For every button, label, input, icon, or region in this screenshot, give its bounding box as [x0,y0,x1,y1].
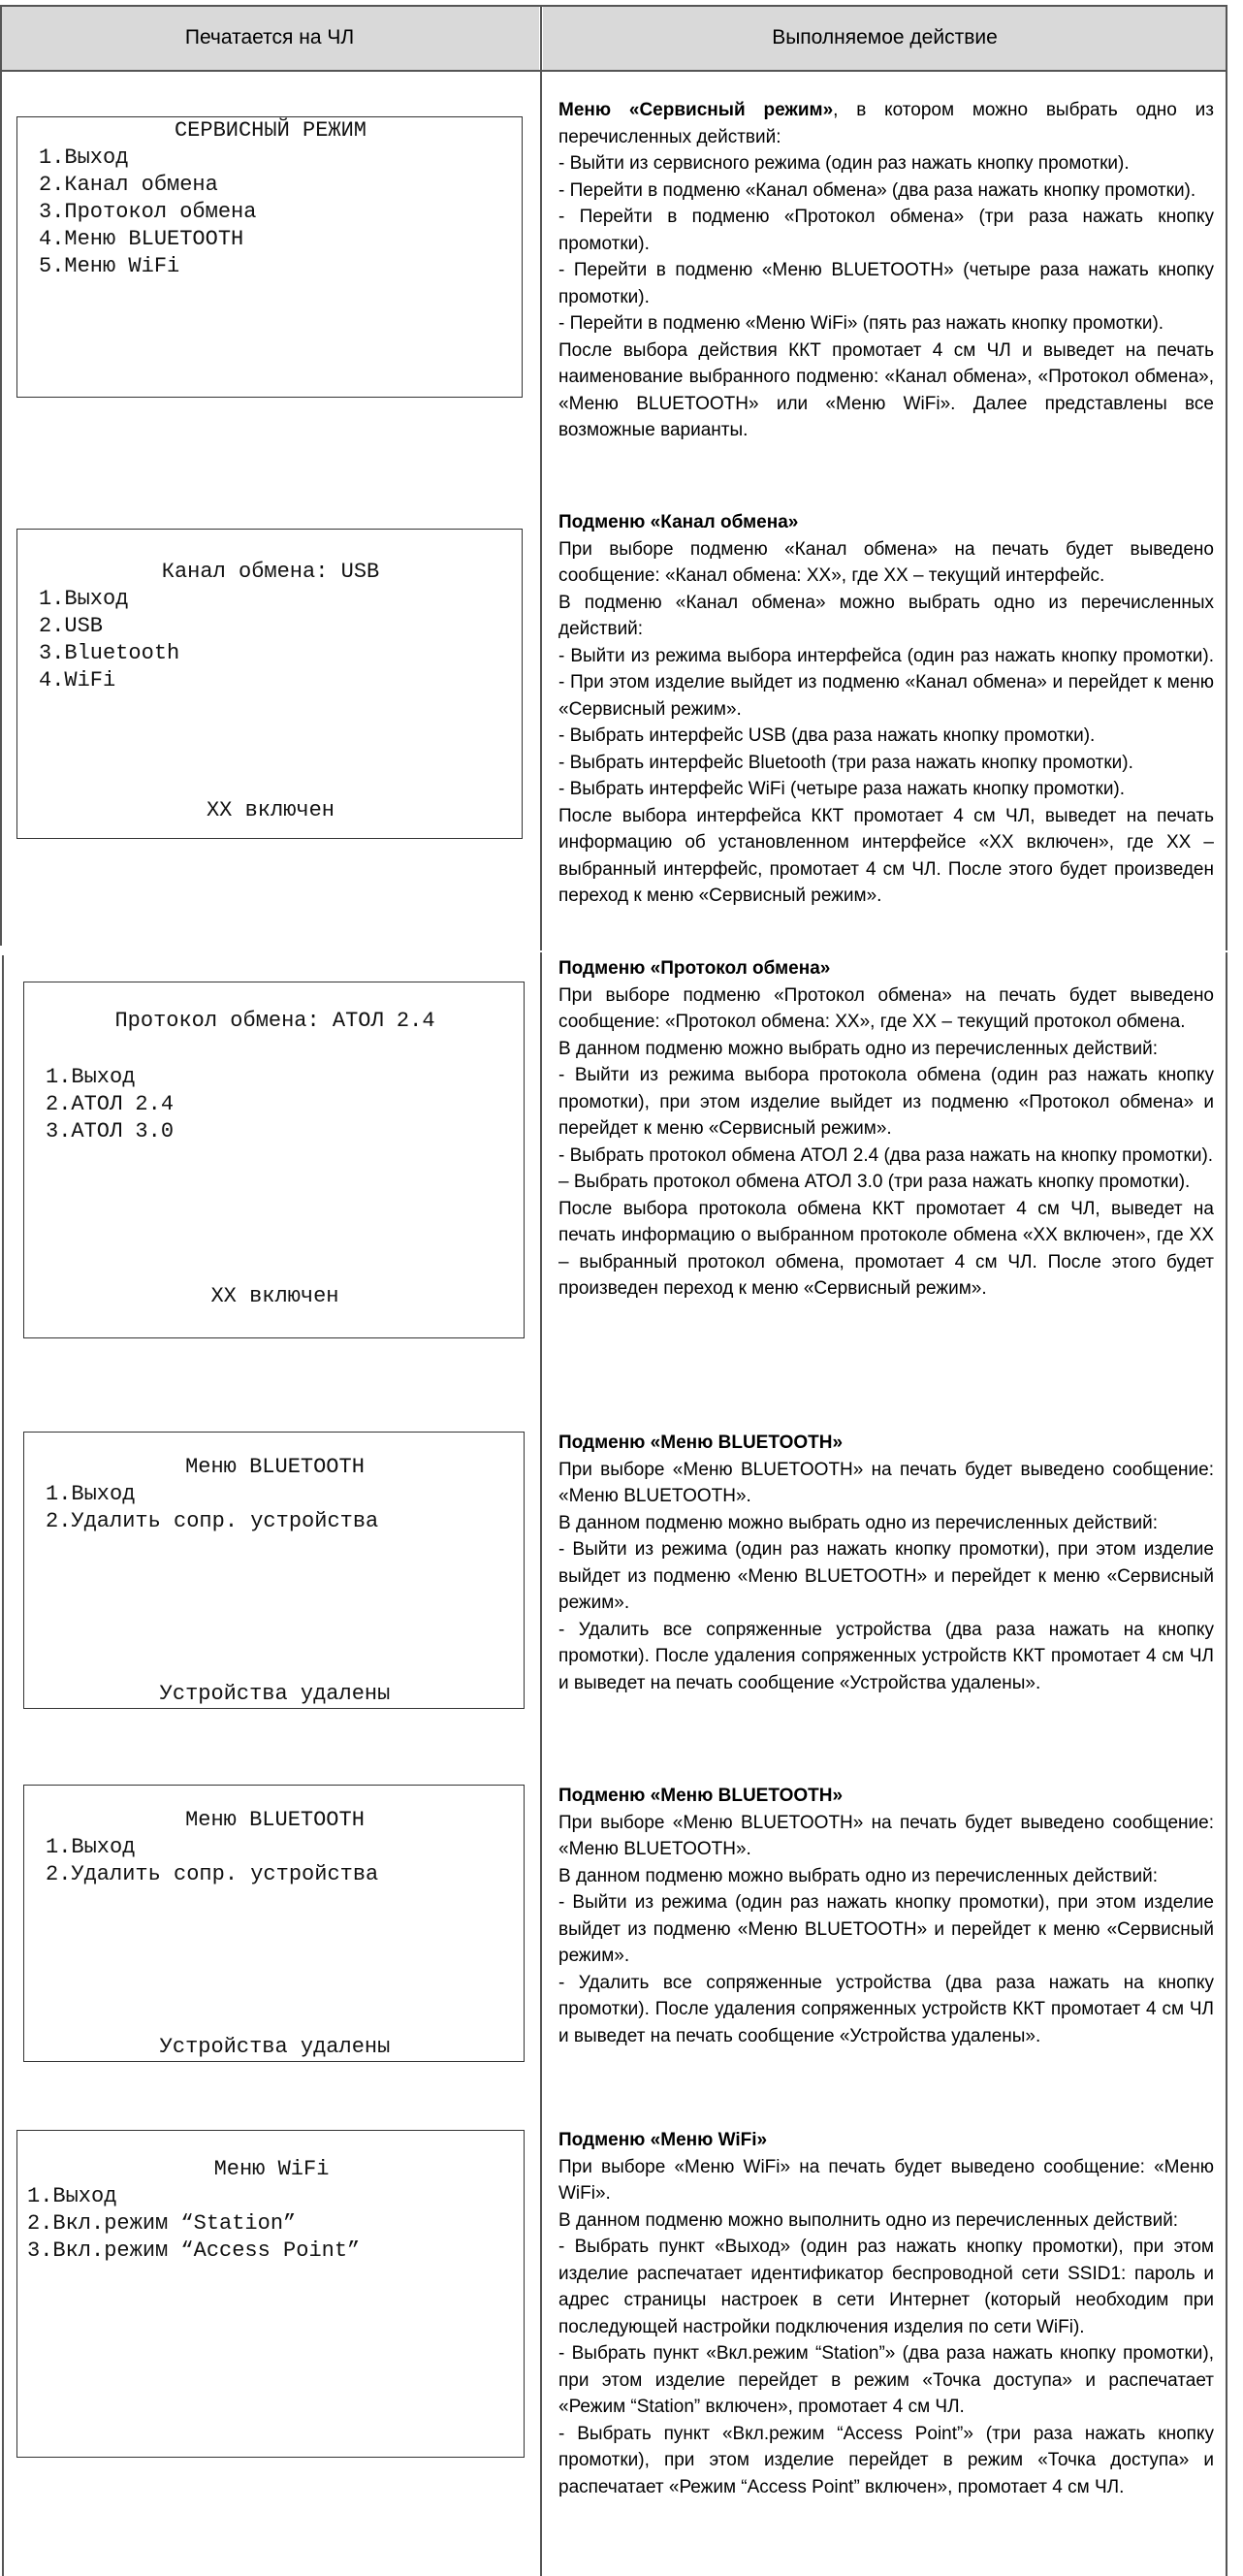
printout-item: 2.Вкл.режим “Station” [27,2211,297,2236]
description-line: - Выбрать интерфейс Bluetooth (три раза нажать кнопку промотки). [558,752,1133,773]
printout-service-mode [16,116,523,398]
description-bluetooth-menu [558,1430,1214,1696]
description-line: В данном подменю можно выполнить одно из перечисленных действий: [558,2209,1179,2231]
printout-item: 2.Канал обмена [39,173,218,197]
description-line: - Выбрать интерфейс USB (два раза нажать кнопку промотки). [558,725,1096,746]
description-line: - Перейти в подменю «Канал обмена» (два раза нажать кнопку промотки). [558,179,1196,201]
description-line: В данном подменю можно выбрать одно из перечисленных действий: [558,1038,1159,1059]
description-exchange-channel [558,509,1214,910]
description-title: Подменю «Меню BLUETOOTH» [558,1786,844,1806]
description-line: При выборе «Меню BLUETOOTH» на печать будет выведено сообщение: «Меню BLUETOOTH». [558,1812,1214,1859]
printout-item: 2.АТОЛ 2.4 [46,1092,175,1116]
printout-item: 1.Выход [39,145,129,170]
description-line: В подменю «Канал обмена» можно выбрать одно из перечисленных действий: [558,592,1214,639]
printout-title: Меню BLUETOOTH [185,1808,365,1832]
table-top-border [0,5,1227,7]
column-header-printed: Печатается на ЧЛ [0,6,539,70]
description-line: После выбора протокола обмена ККТ промотает 4 см ЧЛ, выведет на печать информацию о выбранном протоколе обмена «XX включен», где XX – выбранный протокол обмена, промотает 4 см ЧЛ. После этого будет произведен переход к меню «Сервисный режим». [558,1198,1214,1299]
description-title: Подменю «Меню BLUETOOTH» [558,1433,844,1453]
printout-item: 1.Выход [46,1835,136,1859]
printout-item: 1.Выход [46,1065,136,1089]
printout-item: 5.Меню WiFi [39,254,180,278]
description-line: - Выйти из сервисного режима (один раз нажать кнопку промотки). [558,153,1130,174]
description-line: - Выйти из режима (один раз нажать кнопку промотки), при этом изделие выйдет из подменю «Меню BLUETOOTH» и перейдет к меню «Сервисный режим». [558,1892,1214,1966]
printout-item: 1.Выход [39,587,129,611]
printout-item: 1.Выход [46,1482,136,1506]
description-line: – Выбрать протокол обмена АТОЛ 3.0 (три раза нажать кнопку промотки). [558,1172,1191,1192]
column-header-action: Выполняемое действие [543,6,1227,70]
description-line: После выбора действия ККТ промотает 4 см ЧЛ и выведет на печать наименование выбранного подменю: «Канал обмена», «Протокол обмена», «Меню BLUETOOTH» или «Меню WiFi». Далее представлены все возможные варианты. [558,339,1214,440]
description-line: - Перейти в подменю «Меню WiFi» (пять раз нажать кнопку промотки). [558,313,1164,334]
description-title-tail: , в котором можно выбрать одно из перечисленных действий: [558,100,1214,147]
printout-title: Меню WiFi [213,2157,330,2181]
description-line: После выбора интерфейса ККТ промотает 4 см ЧЛ, выведет на печать информацию об установленном интерфейсе «XX включен», где XX – выбранный интерфейс, промотает 4 см ЧЛ. После этого будет произведен переход к меню «Сервисный режим». [558,805,1214,906]
right-border [1226,5,1227,2576]
description-line: При выборе подменю «Протокол обмена» на печать будет выведено сообщение: «Протокол обмена: XX», где XX – текущий протокол обмена. [558,984,1214,1032]
printout-title: Канал обмена: USB [161,560,380,584]
description-line: - Выбрать пункт «Вкл.режим “Station”» (два раза нажать кнопку промотки), при этом изделие перейдет в режим «Точка доступа» и распечатает «Режим “Station” включен», промотает 4 см ЧЛ. [558,2343,1214,2417]
description-line: При выборе «Меню WiFi» на печать будет выведено сообщение: «Меню WiFi». [558,2156,1214,2204]
header-bottom-border [0,70,1227,72]
printout-footer: Устройства удалены [159,1682,391,1706]
printout-item: 2.USB [39,614,104,638]
printout-title: СЕРВИСНЫЙ РЕЖИМ [174,118,367,143]
left-border-bottom [2,955,4,2576]
printout-title: Меню BLUETOOTH [185,1455,365,1479]
description-line: - Выйти из режима выбора протокола обмена (один раз нажать кнопку промотки), при этом изделие выйдет из подменю «Протокол обмена» и перейдет к меню «Сервисный режим». [558,1065,1214,1139]
printout-footer: XX включен [210,1284,339,1308]
description-line: - Выбрать пункт «Выход» (один раз нажать кнопку промотки), при этом изделие распечатает идентификатор беспроводной сети SSID1: пароль и адрес страницы настроек в сети Интернет (который необходим при последующей настройки подключения изделия по сети WiFi). [558,2237,1214,2337]
description-line: - Удалить все сопряженные устройства (два раза нажать на кнопку промотки). После удаления сопряженных устройств ККТ промотает 4 см ЧЛ и выведет на печать сообщение «Устройства удалены». [558,1619,1214,1693]
printout-item: 2.Удалить сопр. устройства [46,1509,379,1533]
description-line: При выборе подменю «Канал обмена» на печать будет выведено сообщение: «Канал обмена: XX», где XX – текущий интерфейс. [558,538,1214,586]
printout-exchange-protocol [23,982,525,1338]
description-line: В данном подменю можно выбрать одно из перечисленных действий: [558,1512,1159,1533]
printout-item: 4.Меню BLUETOOTH [39,227,244,251]
printout-item: 4.WiFi [39,668,116,692]
description-line: - Выбрать пункт «Вкл.режим “Access Point”» (три раза нажать кнопку промотки), при этом изделие перейдет в режим «Точка доступа» и распечатает «Режим “Access Point” включен», промотает 4 см ЧЛ. [558,2423,1214,2497]
printout-wifi-menu [16,2130,525,2458]
description-line: - Удалить все сопряженные устройства (два раза нажать на кнопку промотки). После удаления сопряженных устройств ККТ промотает 4 см ЧЛ и выведет на печать сообщение «Устройства удалены». [558,1972,1214,2046]
printout-item: 3.Вкл.режим “Access Point” [27,2238,361,2263]
printout-item: 3.АТОЛ 3.0 [46,1119,175,1143]
printout-item: 3.Протокол обмена [39,200,257,224]
printout-exchange-channel [16,529,523,839]
description-wifi-menu [558,2127,1214,2500]
description-title: Подменю «Меню WiFi» [558,2130,768,2150]
left-border-top [0,5,2,946]
printout-item: 2.Удалить сопр. устройства [46,1862,379,1886]
description-line: - Перейти в подменю «Меню BLUETOOTH» (четыре раза нажать кнопку промотки). [558,260,1214,307]
description-exchange-protocol [558,955,1214,1303]
description-title: Меню «Сервисный режим» [558,100,834,120]
description-line: - Выбрать протокол обмена АТОЛ 2.4 (два раза нажать на кнопку промотки). [558,1144,1214,1166]
description-line: При выборе «Меню BLUETOOTH» на печать будет выведено сообщение: «Меню BLUETOOTH». [558,1459,1214,1506]
description-line: - Выбрать интерфейс WiFi (четыре раза нажать кнопку промотки). [558,779,1126,799]
description-line: - Выйти из режима (один раз нажать кнопку промотки), при этом изделие выйдет из подменю «Меню BLUETOOTH» и перейдет к меню «Сервисный режим». [558,1539,1214,1613]
column-divider [540,5,542,2576]
printout-title: Протокол обмена: АТОЛ 2.4 [114,1009,435,1033]
printout-bluetooth-menu [23,1785,525,2062]
printout-footer: Устройства удалены [159,2035,391,2059]
description-line: - Перейти в подменю «Протокол обмена» (три раза нажать кнопку промотки). [558,207,1214,254]
description-line: - Выйти из режима выбора интерфейса (один раз нажать кнопку промотки). - При этом изделие выйдет из подменю «Канал обмена» и перейдет к меню «Сервисный режим». [558,645,1214,720]
description-line: В данном подменю можно выбрать одно из перечисленных действий: [558,1865,1159,1886]
printout-item: 3.Bluetooth [39,641,180,665]
description-title: Подменю «Протокол обмена» [558,958,831,979]
printout-bluetooth-menu [23,1432,525,1709]
description-bluetooth-menu [558,1783,1214,2049]
description-service-mode [558,97,1214,444]
description-title: Подменю «Канал обмена» [558,512,799,532]
page-break-line [0,950,1243,952]
printout-footer: XX включен [206,798,335,822]
printout-item: 1.Выход [27,2184,117,2208]
